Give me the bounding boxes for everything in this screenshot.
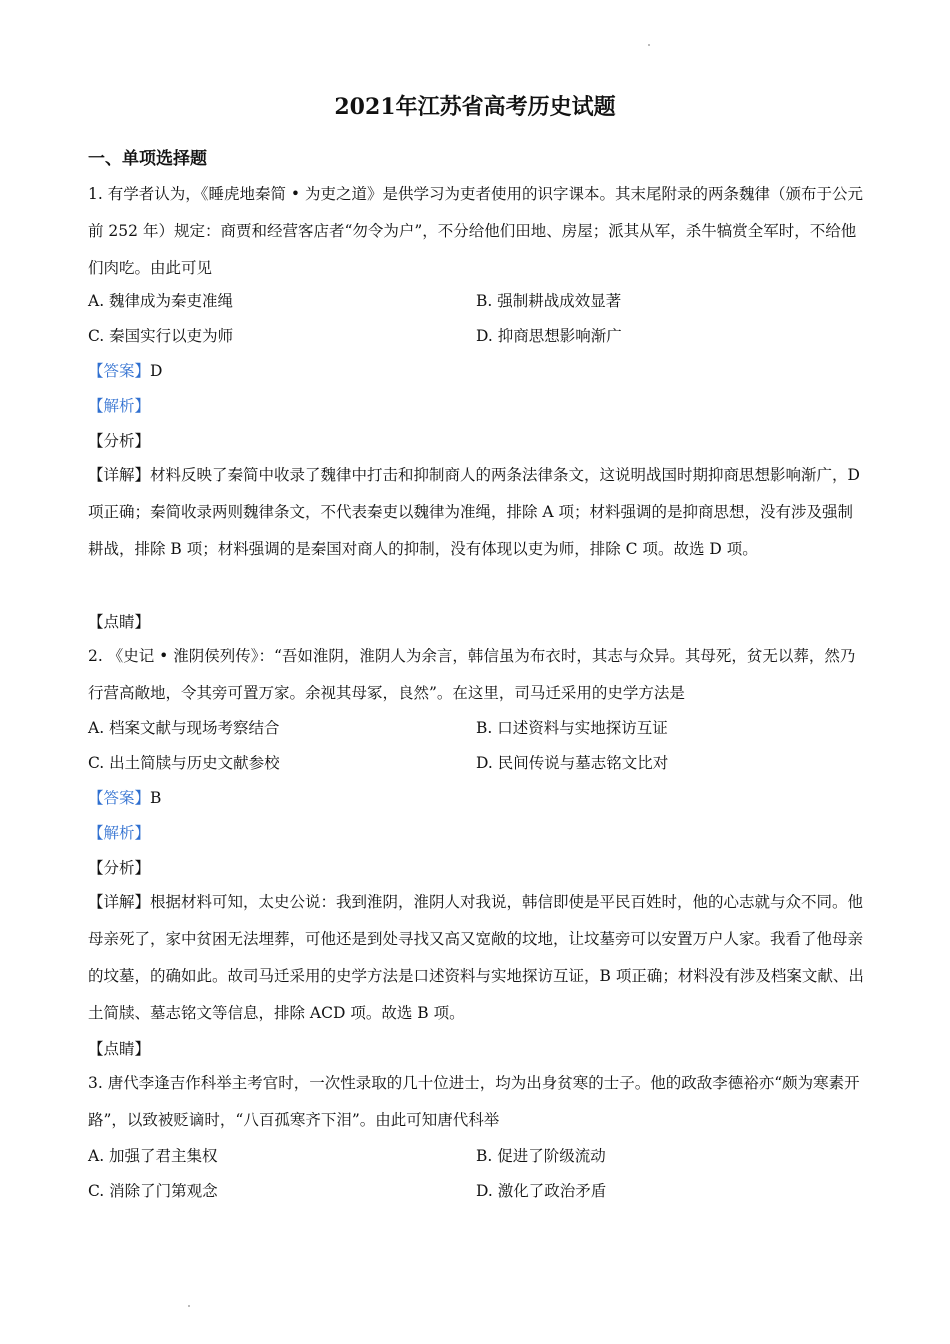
q1-detail [88,457,866,568]
q1-analysis-label: 【解析】 [88,397,151,415]
q2-analysis-label: 【解析】 [88,824,151,842]
q1-dianjing-label: 【点睛】 [88,613,151,631]
q3-option-c: C. 消除了门第观念 [88,1182,218,1200]
q1-option-b: B. 强制耕战成效显著 [476,292,622,310]
q1-detail-text: 材料反映了秦简中收录了魏律中打击和抑制商人的两条法律条文，这说明战国时期抑商思想影响渐广，D 项正确；秦简收录两则魏律条文，不代表秦吏以魏律为准绳，排除 A 项；材料强调的是抑商思想，没有涉及强制耕战，排除 B 项；材料强调的是秦国对商人的抑制，没有体现以吏为师，排除 C 项。故选 D 项。 [88,466,860,558]
page-speck [648,44,650,46]
q3-option-d: D. 激化了政治矛盾 [476,1182,607,1200]
q2-dianjing-label: 【点睛】 [88,1040,151,1058]
q2-option-b: B. 口述资料与实地探访互证 [476,719,668,737]
question-3-stem: 3. 唐代李逢吉作科举主考官时，一次性录取的几十位进士，均为出身贫寒的士子。他的政敌李德裕亦“颇为寒素开路”，以致被贬谪时，“八百孤寒齐下泪”。由此可知唐代科举 [88,1074,860,1129]
answer-label: 【答案】 [88,362,151,380]
q3-option-b: B. 促进了阶级流动 [476,1147,606,1165]
q1-answer-line [88,359,868,383]
q1-option-d: D. 抑商思想影响渐广 [476,327,622,345]
q2-fenxi-label: 【分析】 [88,859,151,877]
q2-option-c: C. 出土简牍与历史文献参校 [88,754,280,772]
detail-label: 【详解】 [88,893,151,911]
q2-answer-value: B [150,789,162,807]
q1-fenxi-label: 【分析】 [88,432,151,450]
answer-label: 【答案】 [88,789,151,807]
q2-option-d: D. 民间传说与墓志铭文比对 [476,754,669,772]
q2-detail [88,884,866,1032]
page-title: 2021年江苏省高考历史试题 [334,94,616,120]
q3-option-a: A. 加强了君主集权 [88,1147,218,1165]
question-1-stem: 1. 有学者认为，《睡虎地秦简 • 为吏之道》是供学习为吏者使用的识字课本。其末尾附录的两条魏律（颁布于公元前 252 年）规定：商贾和经营客店者“勿令为户”，不分给他们田地、房屋；派其从军，杀牛犒赏全军时，不给他们肉吃。由此可见 [88,185,863,277]
q1-option-a: A. 魏律成为秦吏准绳 [88,292,234,310]
q2-answer-line [88,786,868,810]
q1-answer-value: D [150,362,163,380]
question-2-stem: 2. 《史记 • 淮阴侯列传》：“吾如淮阴，淮阴人为余言，韩信虽为布衣时，其志与众异。其母死，贫无以葬，然乃行营高敞地，令其旁可置万家。余视其母冢，良然”。在这里，司马迁采用的史学方法是 [88,647,856,702]
q2-detail-text: 根据材料可知，太史公说：我到淮阴，淮阴人对我说，韩信即使是平民百姓时，他的心志就与众不同。他母亲死了，家中贫困无法埋葬，可他还是到处寻找又高又宽敞的坟地，让坟墓旁可以安置万户人家。我看了他母亲的坟墓，的确如此。故司马迁采用的史学方法是口述资料与实地探访互证，B 项正确；材料没有涉及档案文献、出土简牍、墓志铭文等信息，排除 ACD 项。故选 B 项。 [88,893,864,1022]
page-speck [188,1305,190,1307]
detail-label: 【详解】 [88,466,151,484]
q1-option-c: C. 秦国实行以吏为师 [88,327,234,345]
section-heading: 一、单项选择题 [88,149,207,169]
q2-option-a: A. 档案文献与现场考察结合 [88,719,280,737]
